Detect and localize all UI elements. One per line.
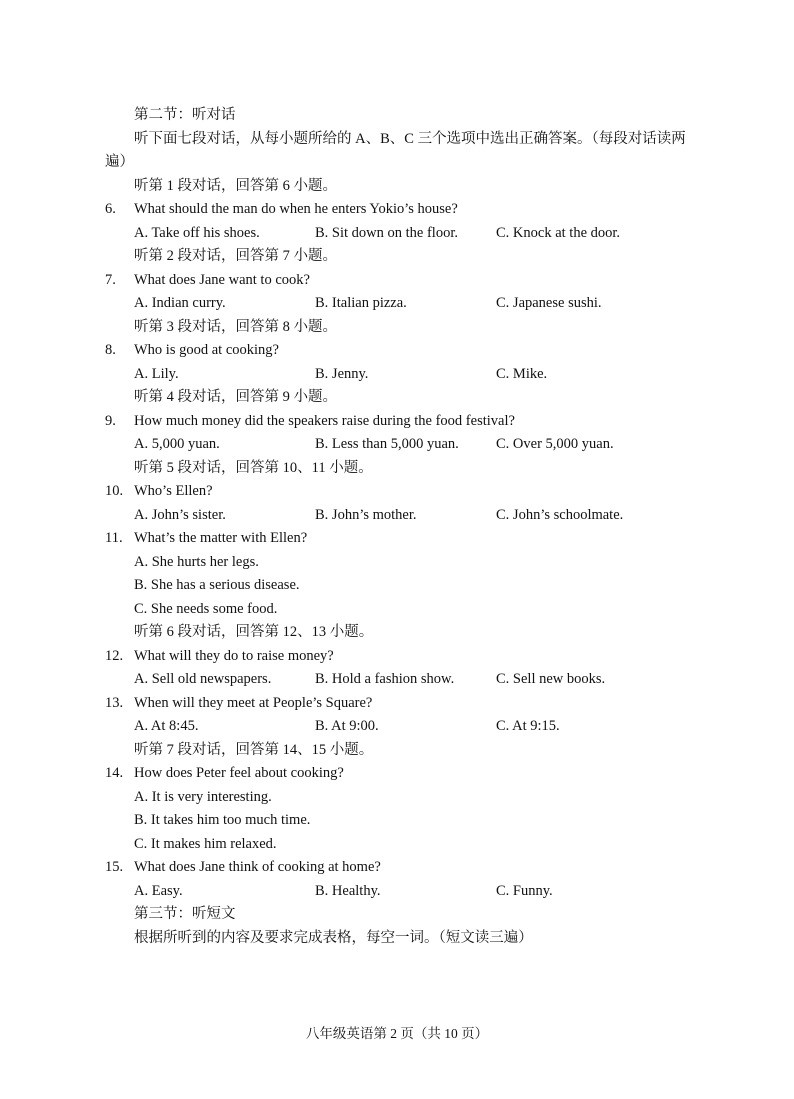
question-text: What will they do to raise money? [134,648,334,664]
group-intro: 听第 7 段对话，回答第 14、15 小题。 [134,742,374,758]
option-b: B. She has a serious disease. [134,577,300,593]
option-b: B. Sit down on the floor. [315,225,458,241]
question-number: 11. [105,530,123,546]
section-instruction: 听下面七段对话，从每小题所给的 A、B、C 三个选项中选出正确答案。（每段对话读两 [134,131,686,147]
option-c: C. It makes him relaxed. [134,836,277,852]
option-a: A. It is very interesting. [134,789,272,805]
question-text: How does Peter feel about cooking? [134,765,344,781]
question-number: 15. [105,859,124,875]
option-a: A. Sell old newspapers. [134,671,272,687]
option-a: A. At 8:45. [134,718,199,734]
option-c: C. Over 5,000 yuan. [496,436,614,452]
option-a: A. Lily. [134,366,179,382]
option-c: C. At 9:15. [496,718,560,734]
option-b: B. John’s mother. [315,507,417,523]
question-number: 9. [105,413,116,429]
option-c: C. Mike. [496,366,548,382]
question-text: What should the man do when he enters Yokio’s house? [134,201,458,217]
option-a: A. Easy. [134,883,183,899]
option-b: B. Healthy. [315,883,381,899]
group-intro: 听第 4 段对话，回答第 9 小题。 [134,389,337,405]
question-text: How much money did the speakers raise during the food festival? [134,413,515,429]
question-number: 6. [105,201,116,217]
option-a: A. Take off his shoes. [134,225,260,241]
section-heading: 第二节：听对话 [134,107,236,123]
option-b: B. At 9:00. [315,718,379,734]
question-text: What does Jane think of cooking at home? [134,859,381,875]
option-c: C. Knock at the door. [496,225,621,241]
section-instruction: 根据所听到的内容及要求完成表格，每空一词。（短文读三遍） [134,930,533,946]
group-intro: 听第 1 段对话，回答第 6 小题。 [134,178,337,194]
option-a: A. John’s sister. [134,507,226,523]
group-intro: 听第 5 段对话，回答第 10、11 小题。 [134,460,373,476]
option-c: C. Japanese sushi. [496,295,602,311]
question-text: What’s the matter with Ellen? [134,530,308,546]
question-text: When will they meet at People’s Square? [134,695,373,711]
option-a: A. 5,000 yuan. [134,436,220,452]
option-c: C. John’s schoolmate. [496,507,624,523]
question-number: 12. [105,648,124,664]
option-b: B. Less than 5,000 yuan. [315,436,459,452]
option-c: C. Funny. [496,883,553,899]
question-number: 8. [105,342,116,358]
option-a: A. Indian curry. [134,295,226,311]
question-text: Who’s Ellen? [134,483,213,499]
page-footer: 八年级英语第 2 页（共 10 页） [305,1026,489,1041]
question-number: 14. [105,765,124,781]
option-b: B. It takes him too much time. [134,812,311,828]
group-intro: 听第 2 段对话，回答第 7 小题。 [134,248,337,264]
option-c: C. Sell new books. [496,671,606,687]
question-number: 7. [105,272,116,288]
option-b: B. Hold a fashion show. [315,671,455,687]
section-heading: 第三节：听短文 [134,906,236,922]
group-intro: 听第 6 段对话，回答第 12、13 小题。 [134,624,374,640]
section-instruction-cont: 遍） [105,154,134,170]
question-text: Who is good at cooking? [134,342,279,358]
option-b: B. Italian pizza. [315,295,407,311]
option-c: C. She needs some food. [134,601,278,617]
question-text: What does Jane want to cook? [134,272,310,288]
option-b: B. Jenny. [315,366,369,382]
question-number: 13. [105,695,124,711]
option-a: A. She hurts her legs. [134,554,259,570]
question-number: 10. [105,483,124,499]
group-intro: 听第 3 段对话，回答第 8 小题。 [134,319,337,335]
